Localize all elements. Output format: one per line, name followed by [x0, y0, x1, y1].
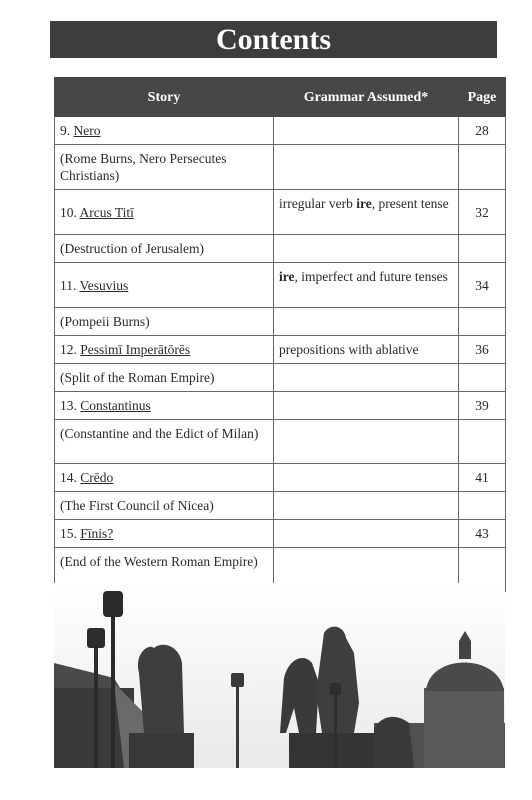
- story-cell: [55, 117, 274, 145]
- story-number: 11.: [60, 277, 77, 293]
- story-link-nero[interactable]: Nero: [73, 123, 101, 138]
- page-cell: [459, 145, 506, 190]
- grammar-cell: [274, 308, 459, 336]
- page-cell: [459, 420, 506, 464]
- page-cell: [459, 308, 506, 336]
- page-cell: 43: [459, 520, 506, 548]
- rome-skyline-image: [54, 583, 505, 768]
- grammar-cell: [274, 235, 459, 263]
- story-link-finis[interactable]: Fīnis?: [80, 526, 114, 541]
- grammar-cell: [274, 492, 459, 520]
- table-row: [55, 190, 506, 235]
- grammar-cell: [274, 263, 459, 308]
- story-cell: [55, 263, 274, 308]
- page-cell: 28: [459, 117, 506, 145]
- story-cell: [55, 464, 274, 492]
- table-row: [55, 520, 506, 548]
- table-row: [55, 420, 506, 464]
- story-cell: [55, 336, 274, 364]
- story-number: 14.: [60, 470, 77, 485]
- grammar-text: , present tense: [371, 196, 449, 211]
- page-cell: 39: [459, 392, 506, 420]
- table-row: [55, 145, 506, 190]
- story-number: 12.: [60, 342, 77, 357]
- page-cell: 41: [459, 464, 506, 492]
- rome-photo: [54, 583, 505, 768]
- story-subtitle: (The First Council of Nicea): [55, 492, 274, 520]
- column-header-grammar: Grammar Assumed*: [274, 78, 459, 117]
- story-subtitle: (Destruction of Jerusalem): [55, 235, 274, 263]
- column-header-page: Page: [459, 78, 506, 117]
- story-cell: [55, 190, 274, 235]
- page-cell: 34: [459, 263, 506, 308]
- page-cell: [459, 364, 506, 392]
- story-link-constantinus[interactable]: Constantinus: [80, 398, 151, 413]
- table-row: [55, 235, 506, 263]
- story-number: 15.: [60, 526, 77, 541]
- table-row: [55, 492, 506, 520]
- grammar-cell: [274, 392, 459, 420]
- story-number: 9.: [60, 123, 71, 138]
- story-subtitle: (Split of the Roman Empire): [55, 364, 274, 392]
- table-row: [55, 392, 506, 420]
- grammar-bold: ire: [356, 196, 372, 211]
- column-header-story: Story: [55, 78, 274, 117]
- story-subtitle: (Pompeii Burns): [55, 308, 274, 336]
- story-cell: [55, 392, 274, 420]
- grammar-cell: prepositions with ablative: [274, 336, 459, 364]
- story-subtitle: (End of the Western Roman Empire): [55, 548, 274, 592]
- table-row: [55, 308, 506, 336]
- grammar-bold: ire: [279, 269, 295, 284]
- table-row: [55, 336, 506, 364]
- page-title: Contents: [50, 21, 497, 58]
- grammar-cell: [274, 145, 459, 190]
- page-cell: 36: [459, 336, 506, 364]
- story-link-arcus-titi[interactable]: Arcus Titī: [79, 204, 134, 220]
- story-number: 10.: [60, 204, 77, 220]
- story-number: 13.: [60, 398, 77, 413]
- grammar-text: irregular verb: [279, 196, 357, 211]
- page-cell: [459, 235, 506, 263]
- story-link-vesuvius[interactable]: Vesuvius: [79, 277, 129, 293]
- grammar-cell: [274, 520, 459, 548]
- table-row: [55, 364, 506, 392]
- table-header-row: [55, 78, 506, 117]
- grammar-cell: [274, 190, 459, 235]
- grammar-text: , imperfect and future tenses: [294, 269, 448, 284]
- table-row: [55, 117, 506, 145]
- page-cell: [459, 492, 506, 520]
- grammar-cell: [274, 464, 459, 492]
- story-link-pessimi-imperatores[interactable]: Pessimī Imperātōrēs: [80, 342, 191, 357]
- story-link-credo[interactable]: Crēdo: [80, 470, 114, 485]
- grammar-cell: [274, 117, 459, 145]
- contents-table: [54, 77, 506, 592]
- story-subtitle: (Rome Burns, Nero Persecutes Christians): [55, 145, 274, 190]
- table-row: [55, 263, 506, 308]
- story-subtitle: (Constantine and the Edict of Milan): [55, 420, 274, 464]
- page-cell: 32: [459, 190, 506, 235]
- table-row: [55, 464, 506, 492]
- story-cell: [55, 520, 274, 548]
- grammar-cell: [274, 420, 459, 464]
- grammar-cell: [274, 364, 459, 392]
